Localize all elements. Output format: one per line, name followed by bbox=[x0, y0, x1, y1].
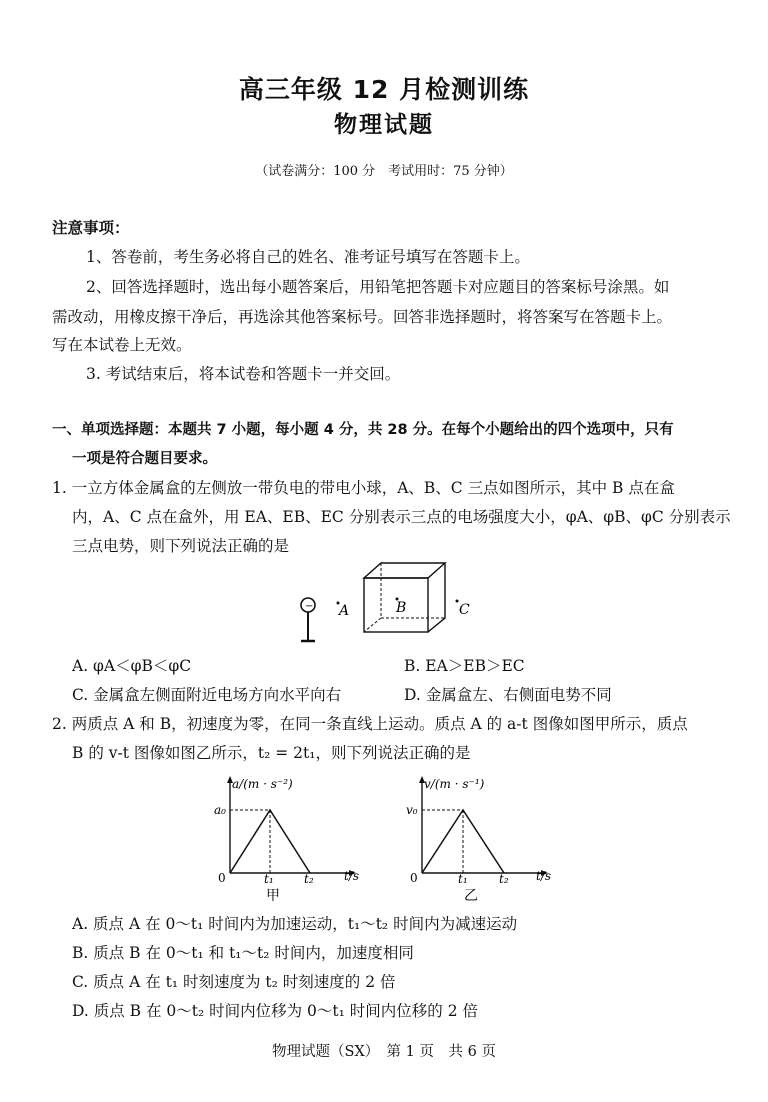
exam-meta: （试卷满分：100 分 考试用时：75 分钟） bbox=[255, 164, 513, 179]
page-footer: 物理试题（SX） 第 1 页 共 6 页 bbox=[272, 1044, 496, 1060]
graph1-ylabel: a/(m · s⁻²) bbox=[232, 777, 293, 791]
graph2-t2-label: t₂ bbox=[499, 872, 509, 886]
graph1-xlabel: t/s bbox=[344, 869, 360, 883]
q2-option-b: B. 质点 B 在 0～t₁ 和 t₁～t₂ 时间内，加速度相同 bbox=[72, 944, 414, 962]
graph2-caption: 乙 bbox=[464, 888, 478, 904]
graph1-t2-label: t₂ bbox=[304, 872, 314, 886]
graph1-origin: 0 bbox=[218, 871, 226, 885]
section-heading-b: 一项是符合题目要求。 bbox=[72, 451, 217, 467]
q2-option-d: D. 质点 B 在 0～t₂ 时间内位移为 0～t₁ 时间内位移的 2 倍 bbox=[72, 1002, 479, 1020]
graph1-t1-label: t₁ bbox=[264, 872, 274, 886]
q2-stem-b: B 的 v-t 图像如图乙所示，t₂ = 2t₁，则下列说法正确的是 bbox=[72, 744, 471, 762]
q1-stem-b: 内，A、C 点在盒外，用 EA、EB、EC 分别表示三点的电场强度大小，φA、φB、φC 分别表示 bbox=[72, 508, 731, 526]
notice-line-1: 1、答卷前，考生务必将自己的姓名、准考证号填写在答题卡上。 bbox=[86, 248, 530, 266]
box-top-face bbox=[364, 563, 445, 578]
q2-graph-v-t bbox=[395, 770, 565, 905]
point-c-label: C bbox=[459, 602, 470, 618]
box-hidden-diagonal bbox=[364, 618, 381, 632]
notice-line-2c: 写在本试卷上无效。 bbox=[52, 336, 192, 354]
page-title: 高三年级 12 月检测训练 bbox=[238, 75, 530, 104]
q1-stem-a: 1. 一立方体金属盒的左侧放一带负电的带电小球，A、B、C 三点如图所示，其中 B 点在盒 bbox=[52, 479, 675, 497]
q1-stem-c: 三点电势，则下列说法正确的是 bbox=[72, 537, 290, 555]
q2-option-a: A. 质点 A 在 0～t₁ 时间内为加速运动，t₁～t₂ 时间内为减速运动 bbox=[72, 915, 518, 933]
graph2-ylabel: v/(m · s⁻¹) bbox=[424, 777, 485, 791]
q2-stem-a: 2. 两质点 A 和 B，初速度为零，在同一条直线上运动。质点 A 的 a-t 图像如图甲所示，质点 bbox=[52, 715, 688, 733]
graph2-t1-label: t₁ bbox=[458, 872, 468, 886]
graph1-caption: 甲 bbox=[266, 888, 280, 904]
box-right-edges bbox=[428, 563, 445, 632]
charge-sign: − bbox=[305, 601, 314, 612]
q1-option-b: B. EA＞EB＞EC bbox=[404, 657, 525, 675]
subject-title: 物理试题 bbox=[334, 112, 434, 138]
graph2-origin: 0 bbox=[410, 871, 418, 885]
q1-option-a: A. φA＜φB＜φC bbox=[72, 657, 192, 675]
graph2-xlabel: t/s bbox=[536, 869, 552, 883]
graph2-peak-label: v₀ bbox=[406, 803, 418, 817]
notice-line-3: 3. 考试结束后，将本试卷和答题卡一并交回。 bbox=[86, 365, 401, 383]
notice-heading: 注意事项： bbox=[52, 219, 130, 237]
section-heading-a: 一、单项选择题：本题共 7 小题，每小题 4 分，共 28 分。在每个小题给出的四个选项中，只有 bbox=[52, 422, 674, 438]
q1-metal-box-figure bbox=[290, 560, 490, 650]
q1-option-d: D. 金属盒左、右侧面电势不同 bbox=[404, 686, 612, 704]
q2-option-c: C. 质点 A 在 t₁ 时刻速度为 t₂ 时刻速度的 2 倍 bbox=[72, 973, 396, 991]
point-b-label: B bbox=[396, 600, 407, 616]
notice-line-2b: 需改动，用橡皮擦干净后，再选涂其他答案标号。回答非选择题时，将答案写在答题卡上。 bbox=[52, 308, 673, 326]
point-a-label: A bbox=[339, 603, 350, 619]
graph1-peak-label: a₀ bbox=[214, 803, 226, 817]
q2-graph-a-t bbox=[200, 770, 370, 905]
q1-option-c: C. 金属盒左侧面附近电场方向水平向右 bbox=[72, 686, 342, 704]
notice-line-2a: 2、回答选择题时，选出每小题答案后，用铅笔把答题卡对应题目的答案标号涂黑。如 bbox=[86, 278, 670, 296]
